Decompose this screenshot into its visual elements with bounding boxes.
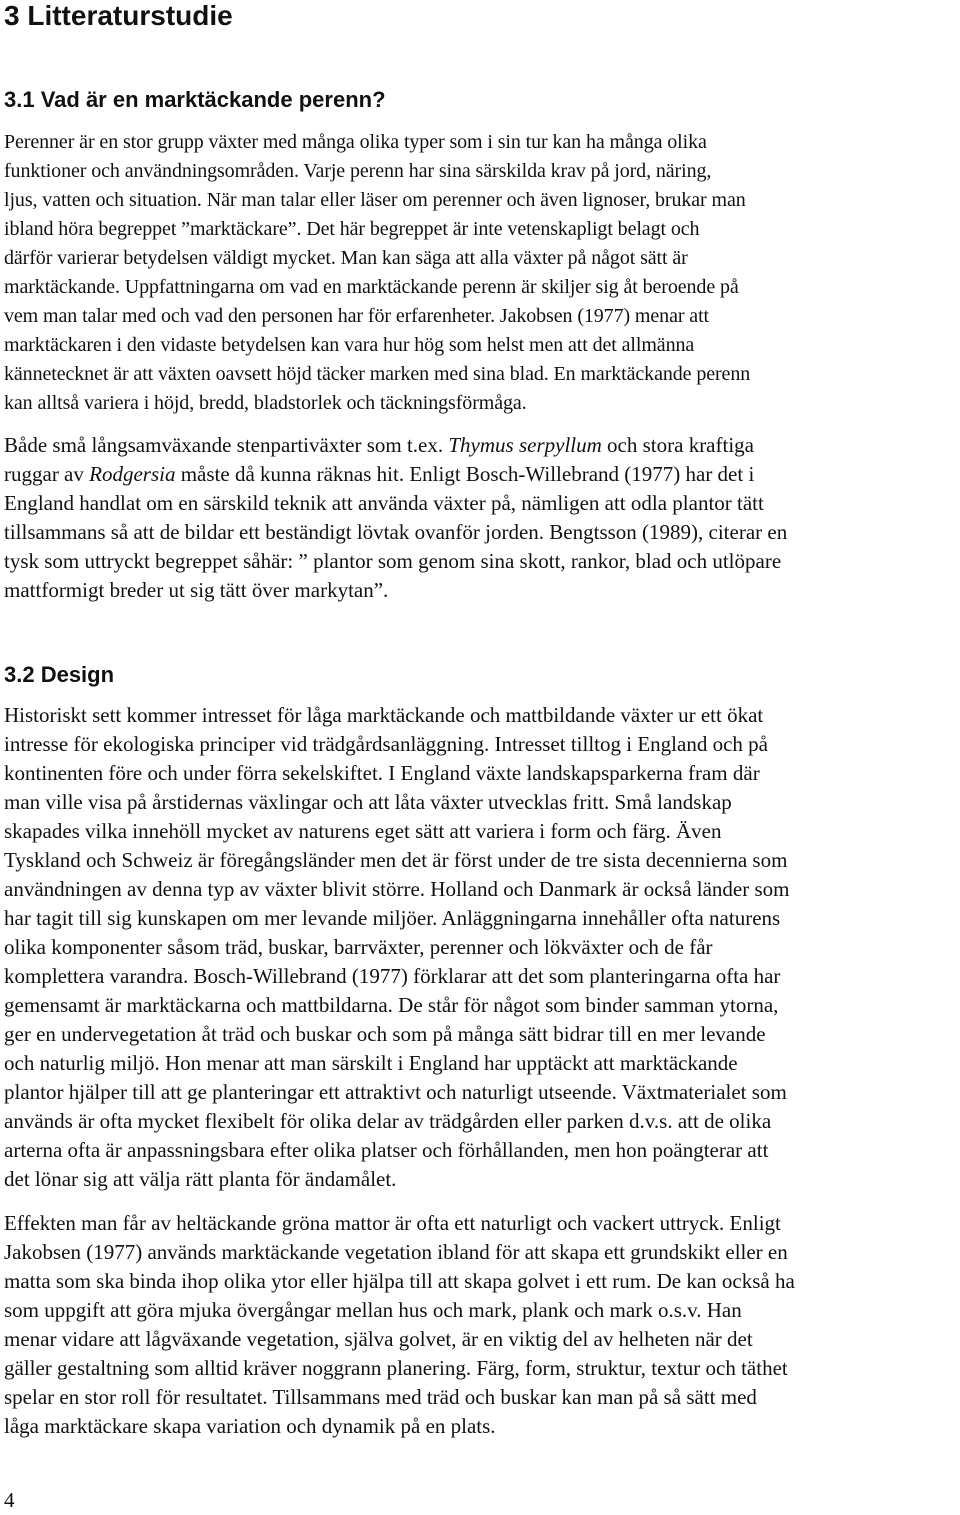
text-line: skapades vilka innehöll mycket av naturens eget sätt att variera i form och färg. Även (4, 819, 722, 843)
text-line: olika komponenter såsom träd, buskar, barrväxter, perenner och lökväxter och de får (4, 935, 713, 959)
text-line: används är ofta mycket flexibelt för olika delar av trädgården eller parken d.v.s. att de olika (4, 1109, 772, 1133)
section-heading-3-1: 3.1 Vad är en marktäckande perenn? (4, 87, 386, 112)
paragraph-3-2-b (4, 1209, 954, 1441)
species-name-rodgersia: Rodgersia (89, 462, 176, 486)
text-line: vem man talar med och vad den personen har för erfarenheter. Jakobsen (1977) menar att (4, 305, 709, 327)
text-line: komplettera varandra. Bosch-Willebrand (1977) förklarar att det som planteringarna ofta har (4, 964, 781, 988)
text-line (4, 460, 954, 489)
text-line: menar vidare att lågväxande vegetation, själva golvet, är en viktig del av helheten när det (4, 1327, 753, 1351)
text-line: därför varierar betydelsen väldigt mycket. Man kan säga att alla växter på något sätt är (4, 247, 688, 269)
text-line: matta som ska binda ihop olika ytor eller hjälpa till att skapa golvet i ett rum. De kan också ha (4, 1269, 795, 1293)
text-line: har tagit till sig kunskapen om mer levande miljöer. Anläggningarna innehåller ofta naturens (4, 906, 781, 930)
text-line: tillsammans så att de bildar ett beständigt lövtak ovanför jorden. Bengtsson (1989), citerar en (4, 520, 788, 544)
text-line: gäller gestaltning som alltid kräver noggrann planering. Färg, form, struktur, textur och täthet (4, 1356, 788, 1380)
text-line: Historiskt sett kommer intresset för låga marktäckande och mattbildande växter ur ett ökat (4, 703, 764, 727)
species-name-thymus: Thymus serpyllum (448, 433, 602, 457)
text-line: arterna ofta är anpassningsbara efter olika platser och förhållanden, men hon poängterar att (4, 1138, 769, 1162)
chapter-title: 3 Litteraturstudie (4, 0, 233, 31)
text-line: Tyskland och Schweiz är föregångsländer men det är först under de tre sista decennierna som (4, 848, 788, 872)
text-line: och naturlig miljö. Hon menar att man särskilt i England har upptäckt att marktäckande (4, 1051, 738, 1075)
text-line: användningen av denna typ av växter blivit större. Holland och Danmark är också länder som (4, 877, 790, 901)
text-line: England handlat om en särskild teknik att använda växter på, nämligen att odla plantor tätt (4, 491, 764, 515)
text-line: ger en undervegetation åt träd och buskar och som på många sätt bidrar till en mer levande (4, 1022, 766, 1046)
text-line: kontinenten före och under förra sekelskiftet. I England växte landskapsparkerna fram där (4, 761, 760, 785)
text-line: gemensamt är marktäckarna och mattbildarna. De står för något som binder samman ytorna, (4, 993, 779, 1017)
text-line: mattformigt breder ut sig tätt över markytan”. (4, 578, 389, 602)
text-line: låga marktäckare skapa variation och dynamik på en plats. (4, 1414, 496, 1438)
text-run: och stora kraftiga (601, 433, 754, 457)
text-run: måste då kunna räknas hit. Enligt Bosch-Willebrand (1977) har det i (175, 462, 755, 486)
text-line: tysk som uttryckt begreppet såhär: ” plantor som genom sina skott, rankor, blad och utlöpare (4, 549, 782, 573)
text-line: som uppgift att göra mjuka övergångar mellan hus och mark, plank och mark o.s.v. Han (4, 1298, 742, 1322)
text-line: det lönar sig att välja rätt planta för ändamålet. (4, 1167, 397, 1191)
page-number: 4 (4, 1488, 15, 1512)
text-line: ljus, vatten och situation. När man talar eller läser om perenner och även lignoser, brukar man (4, 189, 746, 211)
text-line: ibland höra begreppet ”marktäckare”. Det här begreppet är inte vetenskapligt belagt och (4, 218, 700, 240)
text-line: spelar en stor roll för resultatet. Tillsammans med träd och buskar kan man på så sätt med (4, 1385, 757, 1409)
text-line: kan alltså variera i höjd, bredd, bladstorlek och täckningsförmåga. (4, 392, 527, 414)
text-line: man ville visa på årstidernas växlingar och att låta växter utvecklas fritt. Små landskap (4, 790, 732, 814)
text-line: intresse för ekologiska principer vid trädgårdsanläggning. Intresset tilltog i England och på (4, 732, 768, 756)
paragraph-3-1-b (4, 431, 954, 605)
text-line: Perenner är en stor grupp växter med många olika typer som i sin tur kan ha många olika (4, 131, 707, 153)
text-line: plantor hjälper till att ge planteringar ett attraktivt och naturligt utseende. Växtmaterialet som (4, 1080, 787, 1104)
text-line: marktäckaren i den vidaste betydelsen kan vara hur hög som helst men att det allmänna (4, 334, 695, 356)
section-heading-3-2: 3.2 Design (4, 662, 115, 687)
text-line: marktäckande. Uppfattningarna om vad en marktäckande perenn är skiljer sig åt beroende på (4, 276, 739, 298)
paragraph-3-2-a (4, 701, 954, 1194)
text-run: ruggar av (4, 462, 90, 486)
paragraph-3-1-a (4, 128, 954, 418)
text-line: Effekten man får av heltäckande gröna mattor är ofta ett naturligt och vackert uttryck. Enligt (4, 1211, 781, 1235)
text-line: kännetecknet är att växten oavsett höjd täcker marken med sina blad. En marktäckande perenn (4, 363, 751, 385)
text-run: Både små långsamväxande stenpartiväxter som t.ex. (4, 433, 449, 457)
text-line: Jakobsen (1977) används marktäckande vegetation ibland för att skapa ett grundskikt eller en (4, 1240, 788, 1264)
text-line (4, 431, 954, 460)
text-line: funktioner och användningsområden. Varje perenn har sina särskilda krav på jord, näring, (4, 160, 712, 182)
